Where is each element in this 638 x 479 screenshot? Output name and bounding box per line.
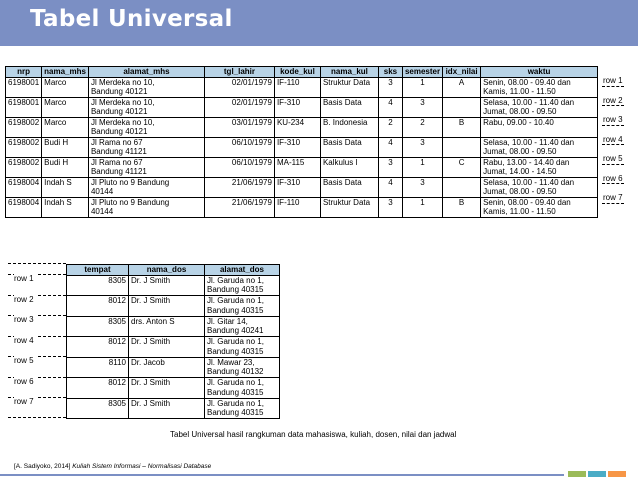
cell-alamat-mhs [88,177,204,197]
row-label [8,397,66,418]
table-row [67,316,280,337]
cell-kode-kul: KU-234 [274,117,320,137]
alamat-line: 40144 [90,207,114,216]
row-label [8,274,66,295]
column-header: alamat_dos [205,265,280,276]
cell-semester: 1 [402,157,442,177]
alamat-line: Jl. Garuda no 1, [207,398,264,408]
citation-course: Kuliah Sistem Informasi – Normalisasi Database [72,463,212,470]
cell-sks: 4 [378,177,402,197]
cell-nrp: 6198002 [6,117,42,137]
cell-kode-kul: IF-110 [274,197,320,217]
cell-nama-kul: Basis Data [320,177,378,197]
alamat-line: Bandung 40315 [207,305,264,315]
row-label [8,315,66,336]
cell-kode-kul: IF-310 [274,137,320,157]
cell-nrp: 6198001 [6,97,42,117]
cell-alamat-dos [205,337,280,358]
alamat-line: Jl Rama no 67 [90,137,143,147]
cell-tgl-lahir: 03/01/1979 [204,117,274,137]
row-label [598,96,638,116]
cell-nama-dos: Dr. J Smith [129,378,205,399]
cell-alamat-mhs [88,97,204,117]
cell-nama-kul: Struktur Data [320,197,378,217]
cell-alamat-mhs [88,117,204,137]
alamat-line: Jl Pluto no 9 Bandung [90,197,170,207]
table-row [67,296,280,317]
waktu-line: Selasa, 10.00 - 11.40 dan [483,177,575,187]
table-row [6,97,598,117]
cell-semester: 2 [402,117,442,137]
table-row [67,378,280,399]
row-label-text: row 3 [14,315,34,324]
cell-tgl-lahir: 21/06/1979 [204,197,274,217]
cell-semester: 1 [402,77,442,97]
alamat-line: Bandung 40121 [90,107,148,116]
waktu-line: Selasa, 10.00 - 11.40 dan [483,97,575,107]
cell-sks: 3 [378,77,402,97]
cell-alamat-dos [205,296,280,317]
row-label [598,115,638,135]
citation [14,463,211,470]
dashed-divider [8,263,66,264]
alamat-line: Bandung 40315 [207,387,264,397]
waktu-line: Senin, 08.00 - 09.40 dan [483,197,571,207]
row-label-text: row 6 [603,173,623,183]
alamat-line: Bandung 40315 [207,346,264,356]
cell-alamat-mhs [88,157,204,177]
row-labels-left [8,274,66,418]
waktu-line: Kamis, 11.00 - 11.50 [483,207,556,216]
cell-tempat: 8012 [67,296,129,317]
cell-tempat: 8305 [67,398,129,419]
cell-tgl-lahir: 02/01/1979 [204,97,274,117]
alamat-line: Jl. Garuda no 1, [207,378,264,387]
cell-sks: 3 [378,197,402,217]
alamat-line: Jl. Garuda no 1, [207,296,264,305]
cell-nama-mhs: Marco [42,117,89,137]
alamat-line: Jl Merdeka no 10, [90,117,155,127]
cell-alamat-mhs [88,197,204,217]
row-label-text: row 1 [14,274,34,283]
footer-color-block [608,471,626,477]
alamat-line: Bandung 40241 [207,326,264,335]
column-header: alamat_mhs [88,67,204,78]
cell-alamat-dos [205,398,280,419]
alamat-line: Bandung 40121 [90,127,148,136]
waktu-line: Jumat, 08.00 - 09.50 [483,107,557,116]
universal-table [5,66,598,218]
cell-alamat-dos [205,357,280,378]
alamat-line: Jl. Mawar 23, [207,357,255,367]
footer-color-block [568,471,586,477]
row-label [8,295,66,316]
footer-color-block [588,471,606,477]
alamat-line: Bandung 40132 [207,367,264,376]
cell-idx-nilai [443,177,481,197]
row-label [598,174,638,194]
footer-color-blocks [566,471,626,477]
row-label-text: row 4 [14,335,34,345]
row-label-text: row 7 [603,193,623,202]
row-label [8,377,66,398]
cell-nama-mhs: Marco [42,97,89,117]
cell-semester: 3 [402,177,442,197]
row-label-text: row 7 [14,397,34,406]
title-bar [0,0,638,46]
citation-author: [A. Sadiyoko, 2014] [14,463,73,470]
row-label-text: row 4 [603,134,623,144]
row-label-text: row 1 [603,76,623,85]
waktu-line: Kamis, 11.00 - 11.50 [483,87,556,96]
footer-line [0,474,564,476]
cell-nama-dos: Dr. J Smith [129,296,205,317]
table-row [6,177,598,197]
alamat-line: Bandung 40315 [207,285,264,294]
cell-idx-nilai: A [443,77,481,97]
alamat-line: Jl Merdeka no 10, [90,77,155,87]
alamat-line: Jl Rama no 67 [90,157,143,167]
row-label-text: row 3 [603,115,623,124]
cell-alamat-dos [205,316,280,337]
row-label [598,76,638,96]
cell-tempat: 8305 [67,316,129,337]
cell-kode-kul: IF-310 [274,97,320,117]
row-label [598,154,638,174]
table-row [6,197,598,217]
column-header: nama_kul [320,67,378,78]
column-header: waktu [481,67,598,78]
cell-tgl-lahir: 02/01/1979 [204,77,274,97]
column-header: nama_mhs [42,67,89,78]
cell-kode-kul: MA-115 [274,157,320,177]
table-row [67,275,280,296]
table-row [67,337,280,358]
cell-alamat-mhs [88,77,204,97]
column-header: kode_kul [274,67,320,78]
cell-tempat: 8110 [67,357,129,378]
row-labels-right [598,76,638,213]
cell-nama-kul: Struktur Data [320,77,378,97]
row-label-text: row 2 [603,95,623,105]
cell-kode-kul: IF-310 [274,177,320,197]
waktu-line: Jumat, 08.00 - 09.50 [483,187,557,196]
waktu-line: Rabu, 09.00 - 10.40 [483,117,554,127]
cell-tempat: 8012 [67,337,129,358]
waktu-line: Jumat, 14.00 - 14.50 [483,167,557,176]
cell-waktu [481,117,598,137]
column-header: nama_dos [129,265,205,276]
cell-tgl-lahir: 06/10/1979 [204,137,274,157]
row-label [8,356,66,377]
waktu-line: Senin, 08.00 - 09.40 dan [483,77,571,87]
cell-tgl-lahir: 21/06/1979 [204,177,274,197]
dashed-divider [8,417,66,418]
table-row [67,357,280,378]
cell-tempat: 8012 [67,378,129,399]
alamat-line: Jl. Gitar 14, [207,316,248,326]
cell-nama-dos: Dr. Jacob [129,357,205,378]
cell-waktu [481,97,598,117]
row-label [598,135,638,155]
lecturer-table [66,264,280,419]
cell-nama-mhs: Indah S [42,197,89,217]
page-title: Tabel Universal [30,6,233,32]
cell-tempat: 8305 [67,275,129,296]
column-header: tempat [67,265,129,276]
cell-nama-dos: Dr. J Smith [129,398,205,419]
table-header-row [67,265,280,276]
cell-sks: 4 [378,97,402,117]
row-label-text: row 2 [14,294,34,304]
cell-sks: 2 [378,117,402,137]
column-header: nrp [6,67,42,78]
alamat-line: Jl. Garuda no 1, [207,337,264,346]
cell-alamat-dos [205,378,280,399]
alamat-line: Bandung 41121 [90,167,147,176]
column-header: idx_nilai [443,67,481,78]
alamat-line: Jl. Garuda no 1, [207,275,264,285]
cell-nama-dos: Dr. J Smith [129,275,205,296]
column-header: sks [378,67,402,78]
alamat-line: Jl Merdeka no 10, [90,97,155,107]
row-label-text: row 6 [14,376,34,386]
table-header-row [6,67,598,78]
cell-tgl-lahir: 06/10/1979 [204,157,274,177]
cell-nama-mhs: Budi H [42,137,89,157]
cell-nama-kul: Basis Data [320,97,378,117]
table-row [6,137,598,157]
cell-waktu [481,157,598,177]
cell-nama-kul: Kalkulus I [320,157,378,177]
row-label-text: row 5 [603,154,623,163]
cell-nama-dos: drs. Anton S [129,316,205,337]
cell-nama-mhs: Marco [42,77,89,97]
waktu-line: Rabu, 13.00 - 14.40 dan [483,157,570,167]
cell-alamat-mhs [88,137,204,157]
cell-nama-dos: Dr. J Smith [129,337,205,358]
cell-waktu [481,137,598,157]
cell-nrp: 6198002 [6,157,42,177]
alamat-line: Jl Pluto no 9 Bandung [90,177,170,187]
cell-kode-kul: IF-110 [274,77,320,97]
cell-nrp: 6198002 [6,137,42,157]
cell-idx-nilai: B [443,117,481,137]
table-row [6,157,598,177]
table-row [6,117,598,137]
cell-nama-mhs: Indah S [42,177,89,197]
cell-waktu [481,177,598,197]
cell-nama-kul: Basis Data [320,137,378,157]
cell-idx-nilai: B [443,197,481,217]
cell-idx-nilai [443,97,481,117]
table-row [6,77,598,97]
cell-sks: 4 [378,137,402,157]
waktu-line: Jumat, 08.00 - 09.50 [483,147,557,156]
table-caption: Tabel Universal hasil rangkuman data mahasiswa, kuliah, dosen, nilai dan jadwal [170,430,457,439]
alamat-line: Bandung 40315 [207,408,264,417]
cell-semester: 3 [402,97,442,117]
cell-nrp: 6198004 [6,197,42,217]
cell-nama-mhs: Budi H [42,157,89,177]
cell-semester: 3 [402,137,442,157]
cell-nrp: 6198001 [6,77,42,97]
cell-idx-nilai: C [443,157,481,177]
cell-waktu [481,77,598,97]
cell-alamat-dos [205,275,280,296]
column-header: semester [402,67,442,78]
cell-nrp: 6198004 [6,177,42,197]
cell-semester: 1 [402,197,442,217]
row-label [598,193,638,213]
column-header: tgl_lahir [204,67,274,78]
waktu-line: Selasa, 10.00 - 11.40 dan [483,137,575,147]
cell-sks: 3 [378,157,402,177]
alamat-line: 40144 [90,187,114,196]
row-label-text: row 5 [14,356,34,365]
cell-nama-kul: B. Indonesia [320,117,378,137]
cell-idx-nilai [443,137,481,157]
row-label [8,336,66,357]
table-row [67,398,280,419]
cell-waktu [481,197,598,217]
alamat-line: Bandung 41121 [90,147,147,156]
alamat-line: Bandung 40121 [90,87,148,96]
